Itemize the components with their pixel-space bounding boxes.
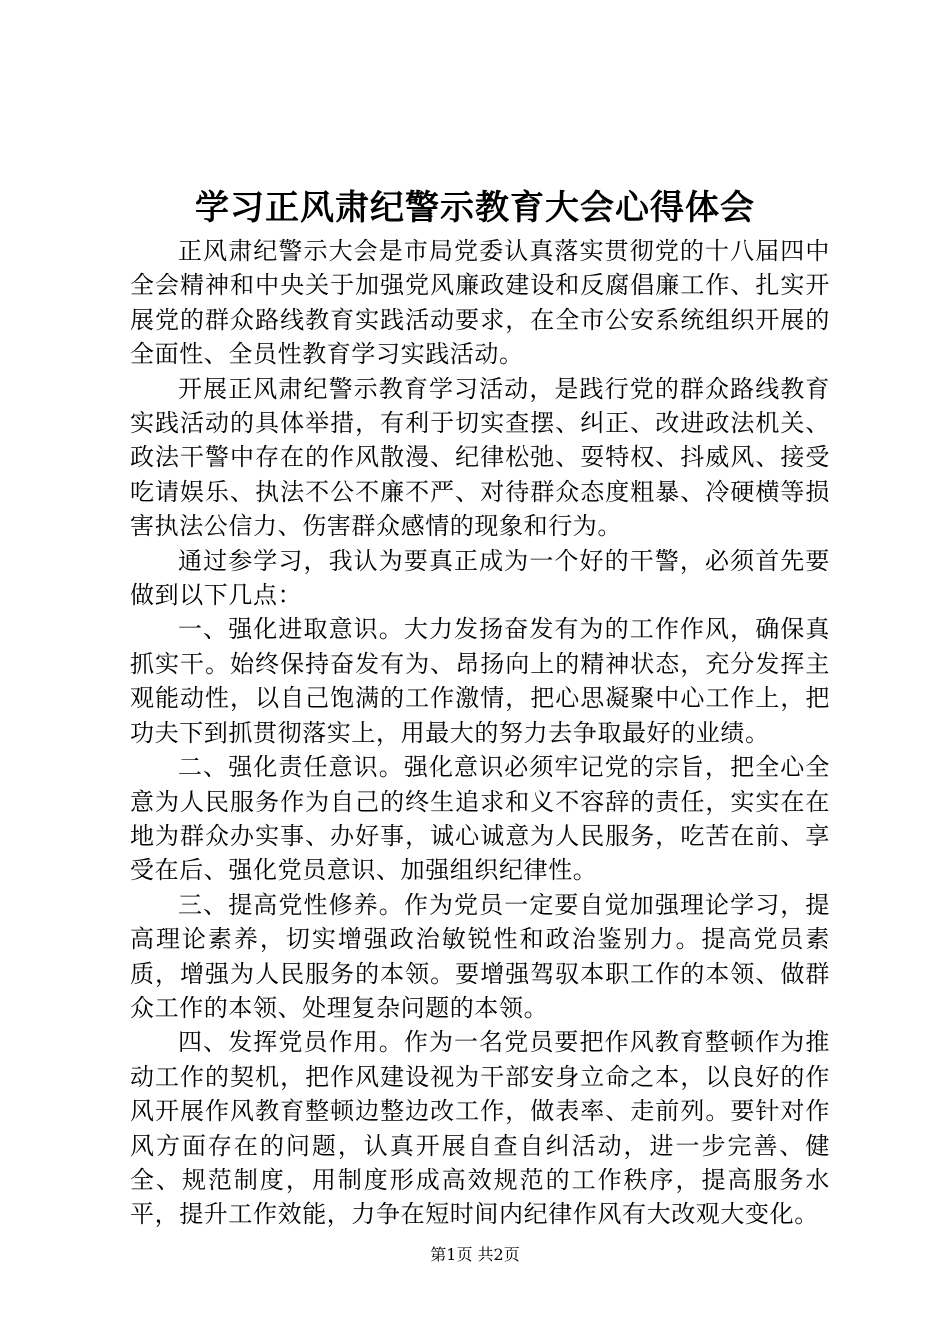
paragraph: 开展正风肃纪警示教育学习活动，是践行党的群众路线教育实践活动的具体举措，有利于切实查摆、纠正、改进政法机关、政法干警中存在的作风散漫、纪律松弛、耍特权、抖威风、接受吃请娱乐、执法不公不廉不严、对待群众态度粗暴、冷硬横等损害执法公信力、伤害群众感情的现象和行为。 [130,374,830,541]
document-body [130,234,830,1232]
page-number-footer: 第1页 共2页 [430,1245,520,1264]
paragraph: 正风肃纪警示大会是市局党委认真落实贯彻党的十八届四中全会精神和中央关于加强党风廉政建设和反腐倡廉工作、扎实开展党的群众路线教育实践活动要求，在全市公安系统组织开展的全面性、全员性教育学习实践活动。 [130,237,830,369]
paragraph: 二、强化责任意识。强化意识必须牢记党的宗旨，把全心全意为人民服务作为自己的终生追求和义不容辞的责任，实实在在地为群众办实事、办好事，诚心诚意为人民服务，吃苦在前、享受在后、强化党员意识、加强组织纪律性。 [130,753,830,885]
paragraph: 一、强化进取意识。大力发扬奋发有为的工作作风，确保真抓实干。始终保持奋发有为、昂扬向上的精神状态，充分发挥主观能动性，以自己饱满的工作激情，把心思凝聚中心工作上，把功夫下到抓贯彻落实上，用最大的努力去争取最好的业绩。 [130,615,830,747]
paragraph: 通过参学习，我认为要真正成为一个好的干警，必须首先要做到以下几点： [130,546,830,610]
document-title: 学习正风肃纪警示教育大会心得体会 [195,188,755,228]
paragraph: 四、发挥党员作用。作为一名党员要把作风教育整顿作为推动工作的契机，把作风建设视为干部安身立命之本，以良好的作风开展作风教育整顿边整边改工作，做表率、走前列。要针对作风方面存在的问题，认真开展自查自纠活动，进一步完善、健全、规范制度，用制度形成高效规范的工作秩序，提高服务水平，提升工作效能，力争在短时间内纪律作风有大改观大变化。 [130,1028,830,1229]
paragraph: 三、提高党性修养。作为党员一定要自觉加强理论学习，提高理论素养，切实增强政治敏锐性和政治鉴别力。提高党员素质，增强为人民服务的本领。要增强驾驭本职工作的本领、做群众工作的本领、处理复杂问题的本领。 [130,890,830,1022]
